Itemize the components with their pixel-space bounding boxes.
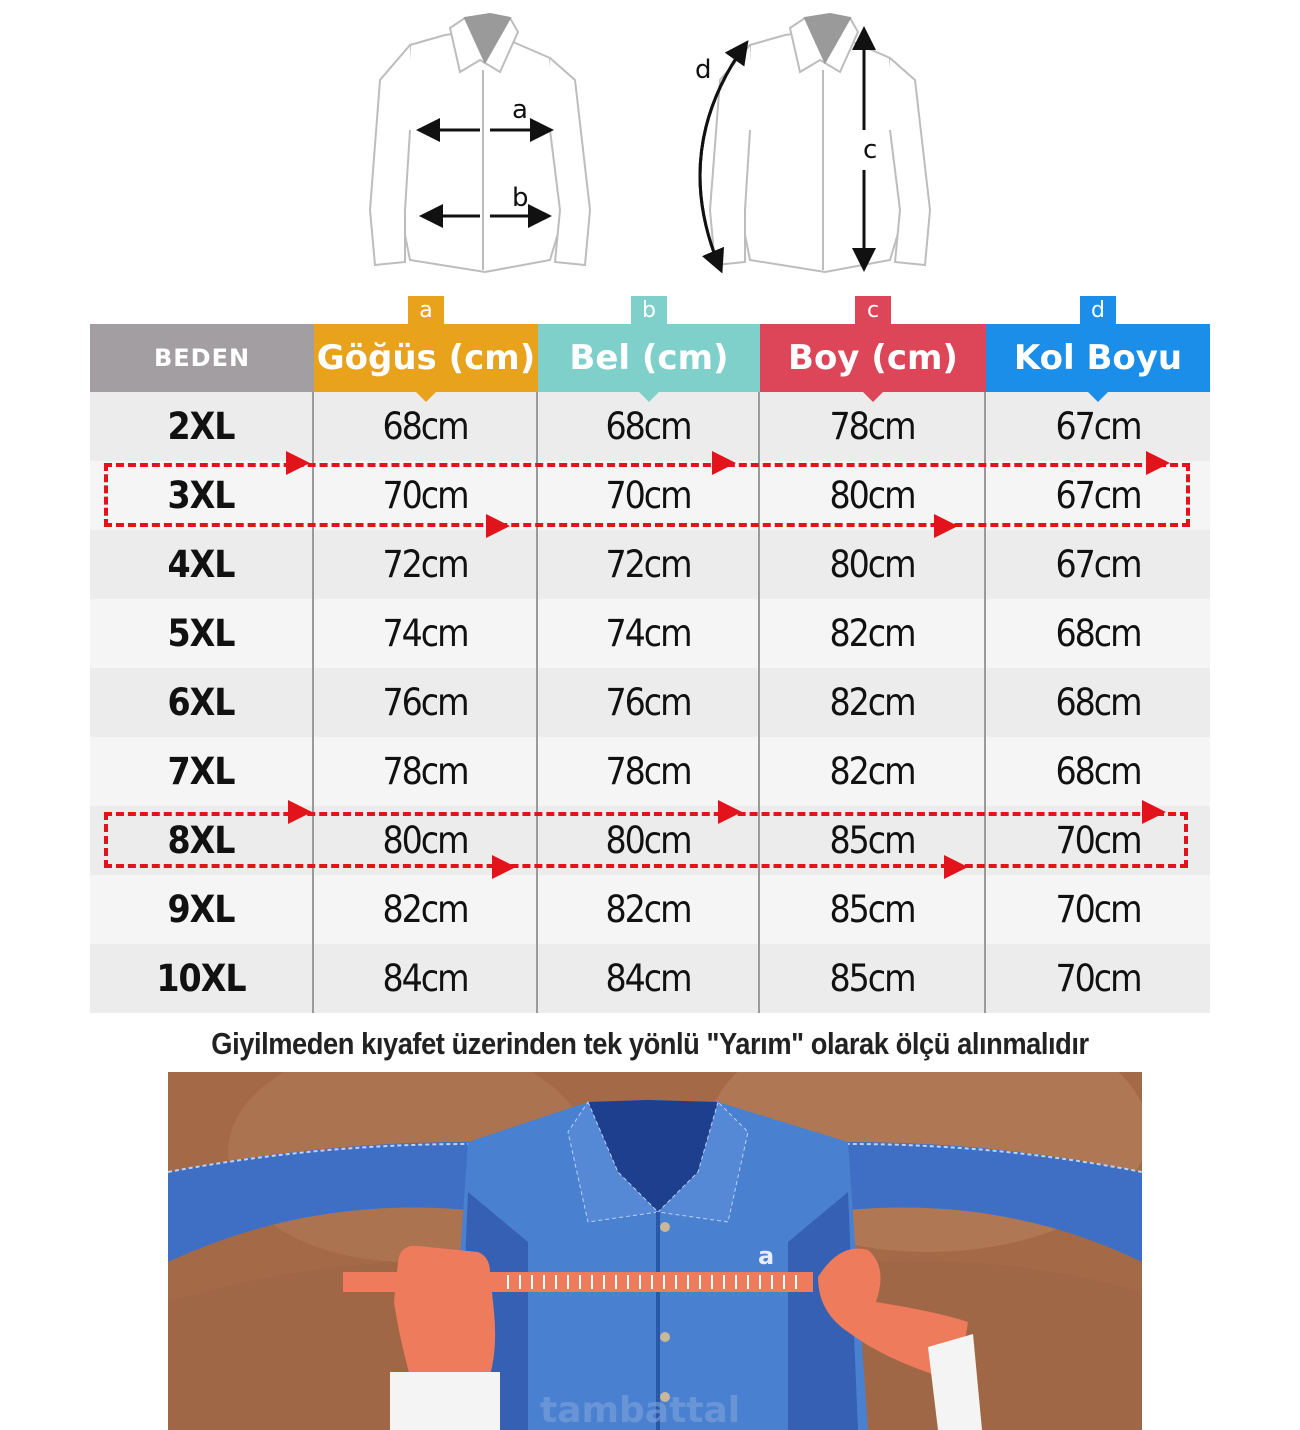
- table-header: [90, 296, 1210, 392]
- arrow-right-icon: [712, 451, 736, 475]
- header-beden: BEDEN: [90, 296, 314, 392]
- table-row: 2XL 68cm 68cm 78cm 67cm: [90, 392, 1210, 461]
- header-notch-icon: [639, 392, 659, 402]
- header-gogus: a Göğüs (cm): [314, 296, 538, 392]
- label-b: b: [512, 183, 529, 213]
- shirt-measuring-icon: [168, 1072, 1142, 1430]
- arrow-right-icon: [486, 514, 510, 538]
- table-row: 3XL 70cm 70cm 80cm 67cm: [90, 461, 1210, 530]
- arrow-right-icon: [934, 514, 958, 538]
- shirt-diagram-icon: [350, 0, 970, 290]
- tag-d: d: [1080, 296, 1116, 326]
- tag-c: c: [855, 296, 891, 326]
- size-table: [90, 296, 1210, 1013]
- header-bel: b Bel (cm): [538, 296, 760, 392]
- table-row: 8XL 80cm 80cm 85cm 70cm: [90, 806, 1210, 875]
- arrow-right-icon: [944, 855, 968, 879]
- label-d: d: [695, 55, 712, 85]
- table-row: 7XL 78cm 78cm 82cm 68cm: [90, 737, 1210, 806]
- header-kol-boyu: d Kol Boyu: [986, 296, 1210, 392]
- header-notch-icon: [863, 392, 883, 402]
- watermark: tambattal: [540, 1390, 741, 1430]
- header-notch-icon: [1088, 392, 1108, 402]
- arrow-right-icon: [288, 800, 312, 824]
- table-row: 6XL 76cm 76cm 82cm 68cm: [90, 668, 1210, 737]
- header-notch-icon: [416, 392, 436, 402]
- table-row: 9XL 82cm 82cm 85cm 70cm: [90, 875, 1210, 944]
- measurement-instruction: Giyilmeden kıyafet üzerinden tek yönlü "Yarım" olarak ölçü alınmalıdır: [211, 1026, 1089, 1061]
- badge-a: a: [758, 1242, 775, 1270]
- arrow-right-icon: [718, 800, 742, 824]
- header-boy: c Boy (cm): [760, 296, 986, 392]
- table-row: 10XL 84cm 84cm 85cm 70cm: [90, 944, 1210, 1013]
- tag-a: a: [408, 296, 444, 326]
- table-row: 4XL 72cm 72cm 80cm 67cm: [90, 530, 1210, 599]
- label-c: c: [863, 135, 878, 165]
- table-body: [90, 392, 1210, 1013]
- arrow-right-icon: [1142, 800, 1166, 824]
- arrow-right-icon: [1146, 451, 1170, 475]
- arrow-right-icon: [492, 855, 516, 879]
- measurement-diagram: [350, 0, 970, 290]
- measuring-illustration: [168, 1072, 1142, 1430]
- tag-b: b: [631, 296, 667, 326]
- label-a: a: [512, 95, 528, 125]
- table-row: 5XL 74cm 74cm 82cm 68cm: [90, 599, 1210, 668]
- arrow-right-icon: [286, 451, 310, 475]
